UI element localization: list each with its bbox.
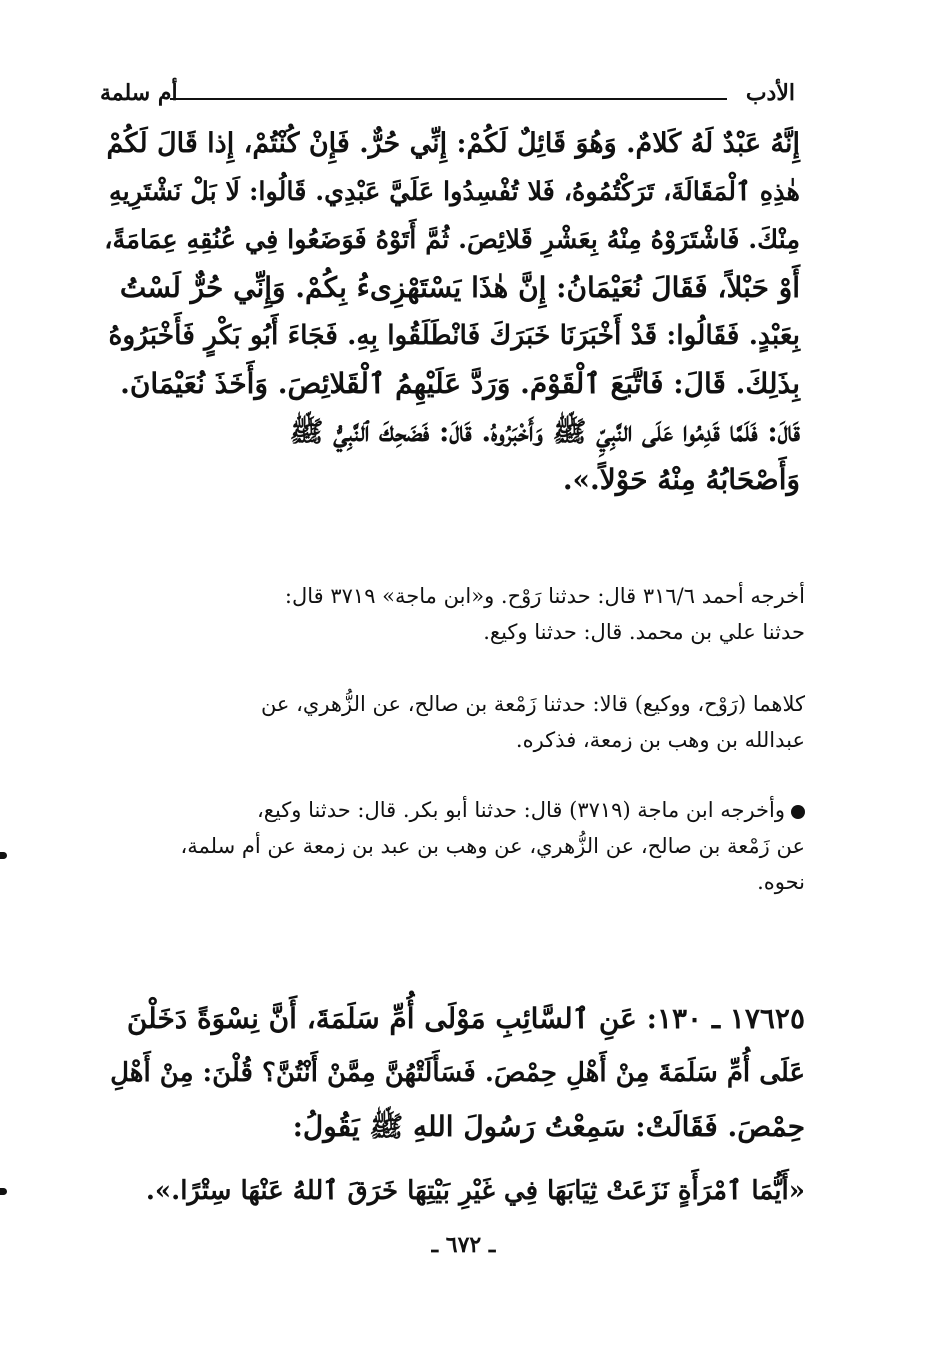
text-line: عَلَى أُمِّ سَلَمَةَ مِنْ أَهْلِ حِمْصَ. فَسَأَلَتْهُنَّ مِمَّنْ أَنْتُنَّ؟ قُلْنَ: مِنْ أَهْلِ — [110, 1058, 805, 1088]
section-title: الأدب — [745, 80, 795, 106]
scan-edge-mark — [0, 1188, 7, 1195]
hadith-main-text — [100, 120, 800, 504]
text-line: إِنَّهُ عَبْدٌ لَهُ كَلامٌ. وَهُوَ قَائِلٌ لَكُمْ: إِنِّي حُرٌّ. فَإِنْ كُنْتُمْ، إِذا قَالَ لَكُمْ — [106, 128, 800, 159]
text-line: بِعَبْدٍ. فَقَالُوا: قَدْ أَخْبَرَنَا خَبَرَكَ فَانْطَلَقُوا بِهِ. فَجَاءَ أَبُو بَكْرٍ فَأَخْبَرُوهُ — [108, 320, 800, 351]
page-number: ـ ٦٧٢ ـ — [431, 1232, 496, 1258]
text-line: أَوْ حَبْلاً، فَقَالَ نُعَيْمَانُ: إِنَّ هٰذَا يَسْتَهْزِىءُ بِكُمْ. وَإِنِّي حُرٌّ لَسْتُ — [119, 271, 800, 304]
note-line — [100, 792, 805, 828]
note-line: عبدالله بن وهب بن زمعة، فذكره. — [515, 728, 805, 752]
header-rule — [170, 98, 727, 100]
text-line: ١٧٦٢٥ ـ ١٣٠: عَنِ ٱلسَّائِبِ مَوْلَى أُمِّ سَلَمَةَ، أَنَّ نِسْوَةً دَخَلْنَ — [126, 1002, 805, 1035]
text-line: هٰذِهِ ٱلْمَقَالَةَ، تَرَكْتُمُوهُ، فَلا تُفْسِدُوا عَلَيَّ عَبْدِي. قَالُوا: لَا بَلْ نَشْتَرِيهِ — [109, 177, 800, 207]
note-line: كلاهما (رَوْح، ووكيع) قالا: حدثنا زَمْعة بن صالح، عن الزُّهري، عن — [260, 692, 805, 716]
text-line: بِذَلِكَ. قَالَ: فَاتَّبَعَ ٱلْقَوْمَ. وَرَدَّ عَلَيْهِمُ ٱلْقَلائِصَ. وَأَخَذَ نُعَيْمَانَ. — [120, 367, 800, 400]
note-text: وأخرجه ابن ماجة (٣٧١٩) قال: حدثنا أبو بكر. قال: حدثنا وكيع، — [257, 798, 785, 822]
running-header — [100, 80, 795, 110]
takhrij-note-3 — [100, 792, 805, 900]
takhrij-note-2 — [100, 686, 805, 758]
hadith-17625 — [100, 992, 805, 1154]
note-line: أخرجه أحمد ٣١٦/٦ قال: حدثنا رَوْح. و«ابن ماجة» ٣٧١٩ قال: — [284, 584, 805, 608]
note-line: حدثنا علي بن محمد. قال: حدثنا وكيع. — [483, 620, 805, 644]
text-line: قَالَ: فَلَمَّا قَدِمُوا عَلَى النَّبِيِّ ﷺ وَأَخْبَرُوهُ. قَالَ: فَضَحِكَ ٱلنَّبِيُّ ﷺ — [289, 415, 800, 448]
prophetic-quote — [140, 1168, 805, 1214]
companion-title: أم سلمة — [100, 80, 178, 106]
scan-edge-mark — [0, 852, 7, 859]
bullet-icon — [791, 805, 805, 819]
text-line: وَأَصْحَابُهُ مِنْهُ حَوْلاً.». — [562, 463, 800, 496]
text-line: مِنْكَ. فَاشْتَرَوْهُ مِنْهُ بِعَشْرِ قَلائِصَ. ثُمَّ أَتَوْهُ فَوَضَعُوا فِي عُنُقِهِ عِمَامَةً، — [104, 225, 800, 255]
note-line: عن زَمْعة بن صالح، عن الزُّهري، عن وهب بن عبد بن زمعة عن أم سلمة، — [180, 834, 805, 858]
text-line: حِمْصَ. فَقَالَتْ: سَمِعْتُ رَسُولَ اللهِ ﷺ يَقُولُ: — [292, 1110, 805, 1143]
takhrij-note-1 — [100, 578, 805, 650]
quote-line: «أَيُّمَا ٱمْرَأَةٍ نَزَعَتْ ثِيَابَهَا فِي غَيْرِ بَيْتِهَا خَرَقَ ٱللهُ عَنْهَا سِتْرًا.». — [145, 1176, 805, 1206]
note-line: نحوه. — [757, 870, 805, 894]
